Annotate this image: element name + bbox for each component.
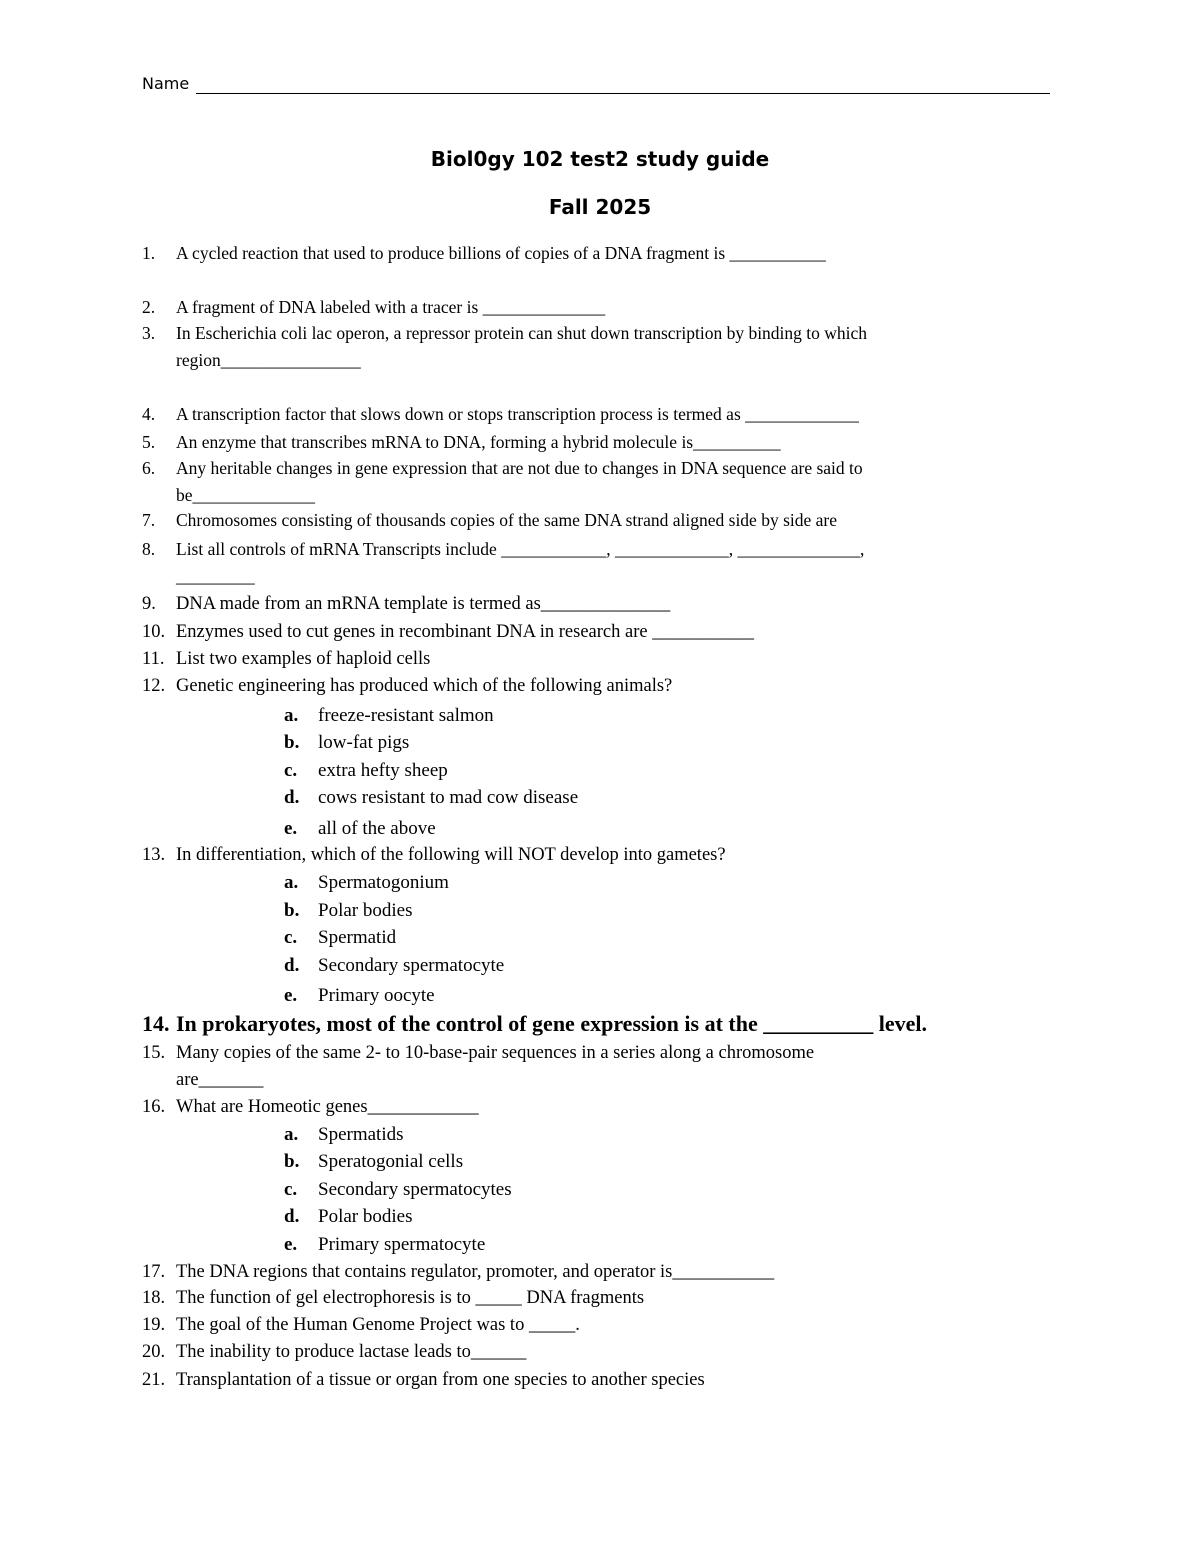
name-label: Name	[142, 74, 190, 93]
question-3	[142, 320, 1042, 374]
question-17	[142, 1259, 1042, 1286]
question-number: 13.	[142, 845, 166, 865]
option-letter: e.	[284, 985, 298, 1006]
option-text: Spermatogonium	[318, 872, 449, 893]
option-16b	[284, 1148, 463, 1175]
option-13e	[284, 982, 435, 1009]
question-8	[142, 536, 1042, 590]
question-number: 16.	[142, 1097, 166, 1117]
question-text: List all controls of mRNA Transcripts include ____________, _____________, ______________,	[176, 539, 865, 559]
question-number: 11.	[142, 649, 165, 669]
option-letter: c.	[284, 1179, 298, 1200]
question-text: Many copies of the same 2- to 10-base-pair sequences in a series along a chromosome	[176, 1043, 815, 1063]
question-4	[142, 401, 1042, 428]
option-letter: e.	[284, 1234, 298, 1255]
option-13c	[284, 924, 396, 951]
option-12c	[284, 757, 448, 784]
question-number: 20.	[142, 1342, 166, 1362]
question-text: The goal of the Human Genome Project was to _____.	[176, 1315, 580, 1335]
option-letter: b.	[284, 900, 300, 921]
question-number: 5.	[142, 432, 156, 452]
question-13	[142, 842, 1042, 869]
option-letter: a.	[284, 1124, 299, 1145]
question-11	[142, 646, 1042, 673]
option-16a	[284, 1121, 404, 1148]
question-text: In Escherichia coli lac operon, a repressor protein can shut down transcription by binding to which	[176, 323, 868, 343]
question-number: 3.	[142, 323, 156, 343]
question-continuation: region________________	[176, 350, 361, 370]
question-number: 10.	[142, 622, 166, 642]
question-text: Enzymes used to cut genes in recombinant DNA in research are ___________	[176, 622, 754, 642]
option-text: Speratogonial cells	[318, 1151, 464, 1172]
question-2	[142, 294, 1042, 321]
question-continuation: are_______	[176, 1070, 264, 1090]
question-6	[142, 455, 1042, 509]
question-16	[142, 1094, 1042, 1121]
option-text: cows resistant to mad cow disease	[318, 787, 579, 808]
question-text: Any heritable changes in gene expression that are not due to changes in DNA sequence are said to	[176, 458, 863, 478]
question-9	[142, 591, 1042, 618]
option-letter: b.	[284, 732, 300, 753]
option-letter: d.	[284, 1206, 300, 1227]
option-16e	[284, 1231, 485, 1258]
question-1	[142, 240, 1042, 267]
option-12d	[284, 784, 578, 811]
document-title: Biol0gy 102 test2 study guide	[430, 147, 770, 171]
question-number: 18.	[142, 1288, 166, 1308]
question-text: The function of gel electrophoresis is to _____ DNA fragments	[176, 1288, 645, 1308]
option-letter: c.	[284, 927, 298, 948]
question-number: 2.	[142, 297, 156, 317]
option-12a	[284, 702, 494, 729]
question-10	[142, 619, 1042, 646]
question-20	[142, 1339, 1042, 1366]
option-text: low-fat pigs	[318, 732, 410, 753]
option-text: Spermatids	[318, 1124, 404, 1145]
question-number: 14.	[142, 1011, 170, 1036]
option-16d	[284, 1203, 412, 1230]
option-text: extra hefty sheep	[318, 760, 448, 781]
question-number: 19.	[142, 1315, 166, 1335]
question-text: The inability to produce lactase leads to______	[176, 1342, 527, 1362]
question-number: 12.	[142, 676, 166, 696]
option-text: Spermatid	[318, 927, 397, 948]
question-15	[142, 1040, 1042, 1094]
option-text: Primary spermatocyte	[318, 1234, 486, 1255]
option-text: Polar bodies	[318, 1206, 413, 1227]
option-12e	[284, 815, 436, 842]
question-18	[142, 1285, 1042, 1312]
option-letter: b.	[284, 1151, 300, 1172]
option-text: freeze-resistant salmon	[318, 705, 494, 726]
option-letter: d.	[284, 955, 300, 976]
option-letter: a.	[284, 705, 299, 726]
question-number: 7.	[142, 510, 156, 530]
question-text: List two examples of haploid cells	[176, 649, 431, 669]
option-13b	[284, 897, 412, 924]
question-number: 4.	[142, 404, 156, 424]
question-7	[142, 507, 1042, 534]
question-number: 9.	[142, 594, 156, 614]
option-12b	[284, 729, 409, 756]
name-blank-line	[196, 93, 1050, 94]
option-text: Secondary spermatocyte	[318, 955, 505, 976]
question-21	[142, 1367, 1042, 1394]
question-continuation: be______________	[176, 485, 316, 505]
question-text: The DNA regions that contains regulator, promoter, and operator is___________	[176, 1262, 775, 1282]
question-number: 6.	[142, 458, 156, 478]
question-number: 17.	[142, 1262, 166, 1282]
question-text: DNA made from an mRNA template is termed as______________	[176, 594, 671, 614]
question-text: In differentiation, which of the following will NOT develop into gametes?	[176, 845, 726, 865]
option-letter: a.	[284, 872, 299, 893]
question-continuation: _________	[176, 566, 255, 586]
question-number: 15.	[142, 1043, 166, 1063]
question-text: Chromosomes consisting of thousands copies of the same DNA strand aligned side by side are	[176, 510, 838, 530]
question-number: 1.	[142, 243, 156, 263]
question-text: A cycled reaction that used to produce billions of copies of a DNA fragment is ___________	[176, 243, 826, 263]
question-14	[142, 1010, 1042, 1037]
question-text: In prokaryotes, most of the control of gene expression is at the __________ level.	[176, 1011, 927, 1036]
question-text: What are Homeotic genes____________	[176, 1097, 479, 1117]
question-text: Transplantation of a tissue or organ from one species to another species	[176, 1370, 705, 1390]
question-text: A fragment of DNA labeled with a tracer is ______________	[176, 297, 606, 317]
question-text: A transcription factor that slows down or stops transcription process is termed as _____________	[176, 404, 859, 424]
question-number: 8.	[142, 539, 156, 559]
option-16c	[284, 1176, 512, 1203]
question-number: 21.	[142, 1370, 166, 1390]
option-13d	[284, 952, 504, 979]
option-text: Secondary spermatocytes	[318, 1179, 512, 1200]
option-letter: d.	[284, 787, 300, 808]
question-19	[142, 1312, 1042, 1339]
question-12	[142, 673, 1042, 700]
option-letter: c.	[284, 760, 298, 781]
option-text: Primary oocyte	[318, 985, 435, 1006]
option-13a	[284, 869, 449, 896]
option-text: Polar bodies	[318, 900, 413, 921]
question-text: An enzyme that transcribes mRNA to DNA, forming a hybrid molecule is__________	[176, 432, 781, 452]
option-letter: e.	[284, 818, 298, 839]
document-subtitle: Fall 2025	[548, 195, 652, 219]
question-text: Genetic engineering has produced which of the following animals?	[176, 676, 673, 696]
question-5	[142, 429, 1042, 456]
option-text: all of the above	[318, 818, 436, 839]
